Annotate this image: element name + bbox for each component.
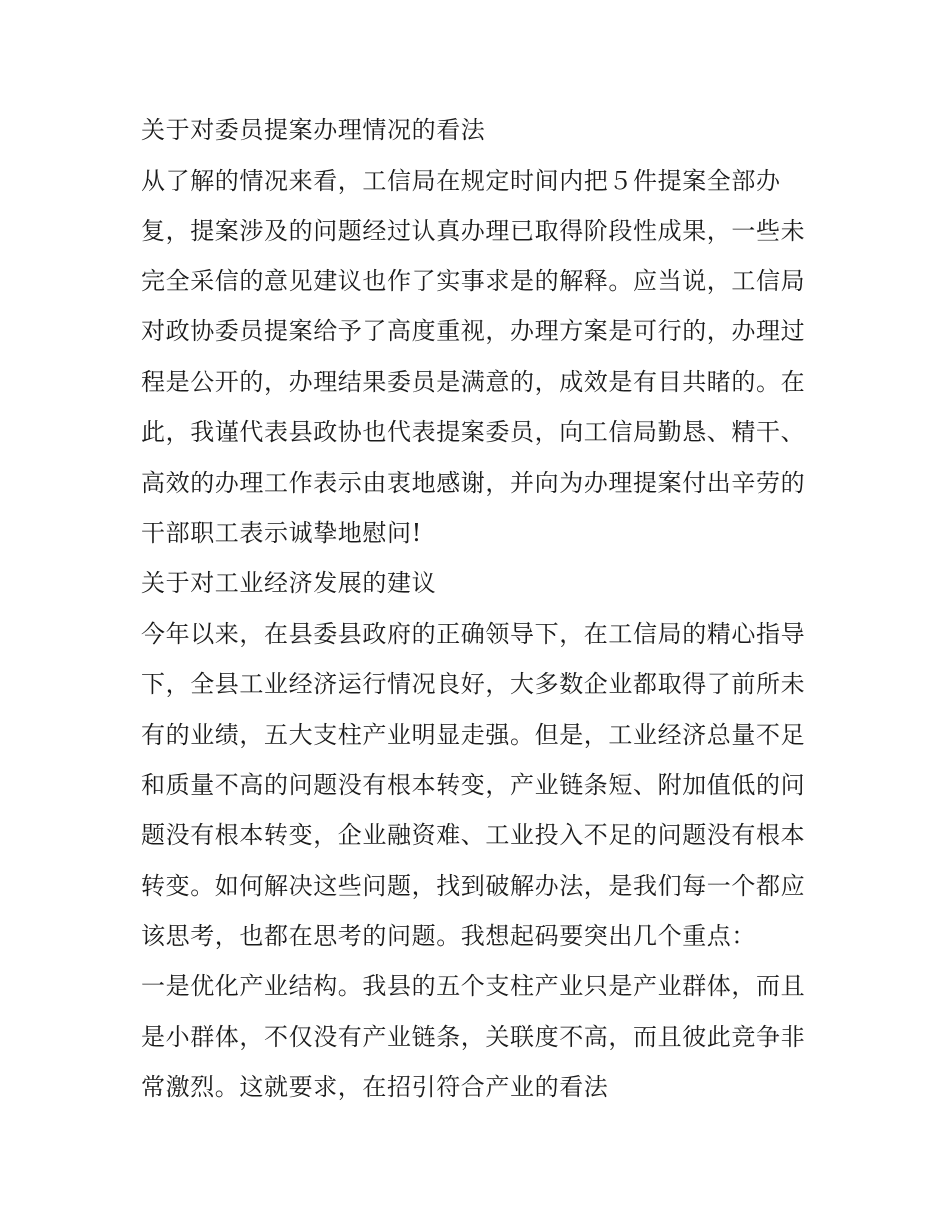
text-line: 完全采信的意见建议也作了实事求是的解释。应当说，工信局 — [141, 267, 806, 295]
text-line: 程是公开的，办理结果委员是满意的，成效是有目共睹的。在 — [141, 368, 806, 396]
text-line: 今年以来，在县委县政府的正确领导下，在工信局的精心指导 — [141, 620, 806, 648]
text-line: 复，提案涉及的问题经过认真办理已取得阶段性成果，一些未 — [141, 217, 806, 245]
text-line: 一是优化产业结构。我县的五个支柱产业只是产业群体，而且 — [141, 972, 806, 1000]
text-line: 从了解的情况来看，工信局在规定时间内把５件提案全部办 — [141, 167, 781, 195]
text-line: 和质量不高的问题没有根本转变，产业链条短、附加值低的问 — [141, 771, 806, 799]
text-line: 转变。如何解决这些问题，找到破解办法，是我们每一个都应 — [141, 872, 806, 900]
text-line: 是小群体，不仅没有产业链条，关联度不高，而且彼此竞争非 — [141, 1023, 806, 1051]
text-line: 常激烈。这就要求，在招引符合产业的看法 — [141, 1073, 609, 1101]
section-heading: 关于对委员提案办理情况的看法 — [141, 116, 486, 144]
text-line: 有的业绩，五大支柱产业明显走强。但是，工业经济总量不足 — [141, 721, 806, 749]
text-line: 对政协委员提案给予了高度重视，办理方案是可行的，办理过 — [141, 317, 806, 345]
text-line: 题没有根本转变，企业融资难、工业投入不足的问题没有根本 — [141, 821, 806, 849]
text-line: 此，我谨代表县政协也代表提案委员，向工信局勤恳、精干、 — [141, 418, 806, 446]
section-heading: 关于对工业经济发展的建议 — [141, 569, 437, 597]
text-line: 下，全县工业经济运行情况良好，大多数企业都取得了前所未 — [141, 670, 806, 698]
text-line: 干部职工表示诚挚地慰问! — [141, 519, 422, 547]
text-line: 该思考，也都在思考的问题。我想起码要突出几个重点： — [141, 922, 756, 950]
text-line: 高效的办理工作表示由衷地感谢，并向为办理提案付出辛劳的 — [141, 469, 806, 497]
